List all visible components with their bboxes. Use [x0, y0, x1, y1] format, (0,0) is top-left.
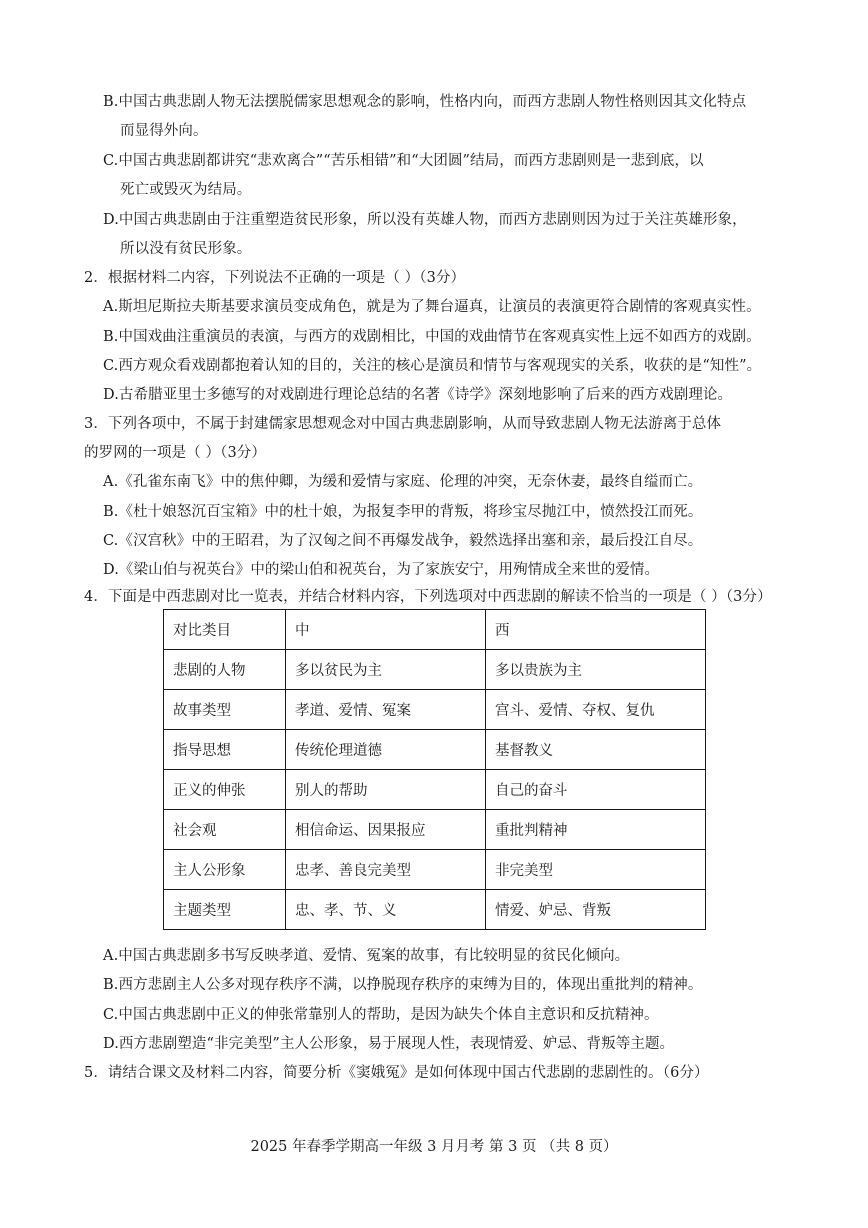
table-cell: 悲剧的人物: [164, 650, 286, 690]
question-5: 5．请结合课文及材料二内容，简要分析《窦娥冤》是如何体现中国古代悲剧的悲剧性的。（6分）: [84, 1065, 709, 1081]
table-cell: 多以贫民为主: [286, 650, 486, 690]
q1-option-c: C.中国古典悲剧都讲究“悲欢离合”“苦乐相错”和“大团圆”结局，而西方悲剧则是一悲到底，以: [103, 153, 704, 169]
q3-option-c: C.《汉宫秋》中的王昭君，为了汉匈之间不再爆发战争，毅然选择出塞和亲，最后投江自尽。: [103, 533, 703, 549]
table-cell: 主人公形象: [164, 850, 286, 890]
q1-option-d: D.中国古典悲剧由于注重塑造贫民形象，所以没有英雄人物，而西方悲剧则因为过于关注英雄形象，: [103, 212, 747, 228]
q3-option-b: B.《杜十娘怒沉百宝箱》中的杜十娘，为报复李甲的背叛，将珍宝尽抛江中，愤然投江而死。: [103, 504, 703, 520]
q1-option-c-cont: 死亡或毁灭为结局。: [120, 182, 252, 198]
question-4: 4．下面是中西悲剧对比一览表，并结合材料内容，下列选项对中西悲剧的解读不恰当的一项是（ ）（3分）: [84, 589, 772, 605]
table-cell: 正义的伸张: [164, 770, 286, 810]
table-cell: 中: [286, 610, 486, 650]
q1-option-b: B.中国古典悲剧人物无法摆脱儒家思想观念的影响，性格内向，而西方悲剧人物性格则因其文化特点: [103, 94, 747, 110]
q1-option-d-cont: 所以没有贫民形象。: [120, 241, 252, 257]
table-cell: 忠孝、善良完美型: [286, 850, 486, 890]
table-row: [164, 730, 706, 770]
table-cell: 非完美型: [486, 850, 706, 890]
table-cell: 孝道、爱情、冤案: [286, 690, 486, 730]
table-cell: 情爱、妒忌、背叛: [486, 890, 706, 930]
table-row: [164, 690, 706, 730]
question-3-cont: 的罗网的一项是（ ）（3分）: [84, 445, 266, 461]
table-cell: 对比类目: [164, 610, 286, 650]
q2-option-c: C.西方观众看戏剧都抱着认知的目的，关注的核心是演员和情节与客观现实的关系，收获的是“知性”。: [103, 358, 762, 374]
table-cell: 故事类型: [164, 690, 286, 730]
table-row: [164, 650, 706, 690]
q2-option-d: D.古希腊亚里士多德写的对戏剧进行理论总结的名著《诗学》深刻地影响了后来的西方戏剧理论。: [103, 387, 733, 403]
q3-option-a: A.《孔雀东南飞》中的焦仲卿，为缓和爱情与家庭、伦理的冲突，无奈休妻，最终自缢而亡。: [103, 474, 703, 490]
table-cell: 重批判精神: [486, 810, 706, 850]
table-cell: 别人的帮助: [286, 770, 486, 810]
q4-option-a: A.中国古典悲剧多书写反映孝道、爱情、冤案的故事，有比较明显的贫民化倾向。: [103, 948, 630, 964]
q4-option-d: D.西方悲剧塑造“非完美型”主人公形象，易于展现人性，表现情爱、妒忌、背叛等主题。: [103, 1036, 675, 1052]
table-cell: 社会观: [164, 810, 286, 850]
q4-option-b: B.西方悲剧主人公多对现存秩序不满，以挣脱现存秩序的束缚为目的，体现出重批判的精神。: [103, 977, 703, 993]
table-header-row: [164, 610, 706, 650]
q2-option-b: B.中国戏曲注重演员的表演，与西方的戏剧相比，中国的戏曲情节在客观真实性上远不如西方的戏剧。: [103, 329, 761, 345]
table-cell: 相信命运、因果报应: [286, 810, 486, 850]
table-cell: 基督教义: [486, 730, 706, 770]
table-cell: 多以贵族为主: [486, 650, 706, 690]
table-cell: 西: [486, 610, 706, 650]
page-footer: 2025 年春季学期高一年级 3 月月考 第 3 页 （共 8 页）: [250, 1139, 618, 1155]
table-row: [164, 770, 706, 810]
q4-option-c: C.中国古典悲剧中正义的伸张常靠别人的帮助，是因为缺失个体自主意识和反抗精神。: [103, 1007, 659, 1023]
table-cell: 传统伦理道德: [286, 730, 486, 770]
q1-option-b-cont: 而显得外向。: [120, 123, 208, 139]
table-cell: 指导思想: [164, 730, 286, 770]
table-row: [164, 850, 706, 890]
table-cell: 主题类型: [164, 890, 286, 930]
question-3: 3．下列各项中，不属于封建儒家思想观念对中国古典悲剧影响，从而导致悲剧人物无法游离于总体: [84, 416, 722, 432]
table-cell: 忠、孝、节、义: [286, 890, 486, 930]
table-row: [164, 810, 706, 850]
q2-option-a: A.斯坦尼斯拉夫斯基要求演员变成角色，就是为了舞台逼真，让演员的表演更符合剧情的客观真实性。: [103, 299, 761, 315]
table-cell: 宫斗、爱情、夺权、复仇: [486, 690, 706, 730]
comparison-table: [163, 609, 706, 930]
q3-option-d: D.《梁山伯与祝英台》中的梁山伯和祝英台，为了家族安宁，用殉情成全来世的爱情。: [103, 562, 660, 578]
table-row: [164, 890, 706, 930]
table-cell: 自己的奋斗: [486, 770, 706, 810]
question-2: 2．根据材料二内容，下列说法不正确的一项是（ ）（3分）: [84, 270, 466, 286]
